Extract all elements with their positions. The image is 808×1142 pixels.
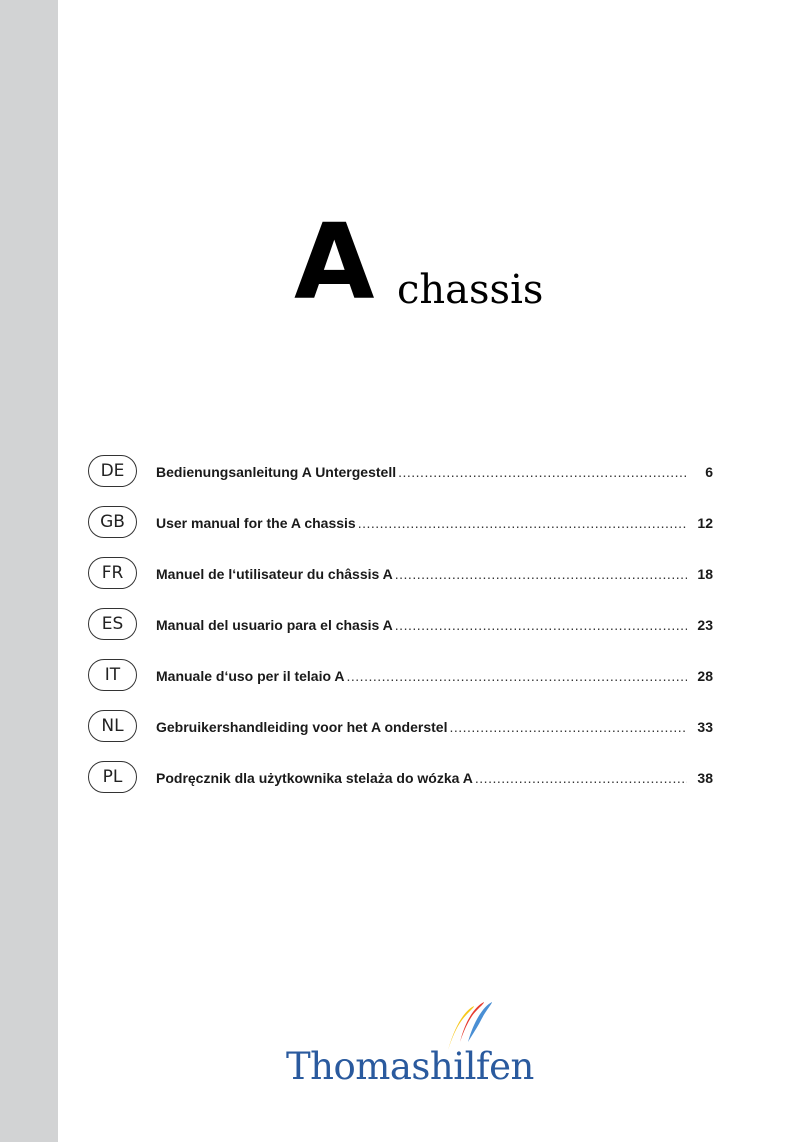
toc-title: Manuel de l‘utilisateur du châssis A xyxy=(156,565,393,582)
language-badge-fr: FR xyxy=(88,557,137,589)
title-word: chassis xyxy=(397,267,544,313)
toc-page-number: 18 xyxy=(697,565,713,582)
toc-entry-fr xyxy=(156,566,713,582)
toc-row-pl[interactable] xyxy=(88,752,713,803)
toc-entry-pl xyxy=(156,770,713,786)
toc-title: Manuale d‘uso per il telaio A xyxy=(156,667,345,684)
language-badge-it: IT xyxy=(88,659,137,691)
toc-leader-dots xyxy=(398,464,687,480)
swoosh-yellow-stripe xyxy=(448,1006,474,1050)
toc-entry-es xyxy=(156,617,713,633)
toc-leader-dots xyxy=(347,668,687,684)
toc-page-number: 28 xyxy=(697,667,713,684)
language-badge-nl: NL xyxy=(88,710,137,742)
toc-title: Gebruikershandleiding voor het A onderstel xyxy=(156,718,448,735)
language-badge-de: DE xyxy=(88,455,137,487)
language-badge-gb: GB xyxy=(88,506,137,538)
toc-title: Podręcznik dla użytkownika stelaża do wózka A xyxy=(156,769,473,786)
table-of-contents xyxy=(88,446,713,803)
toc-leader-dots xyxy=(395,566,687,582)
toc-row-fr[interactable] xyxy=(88,548,713,599)
toc-entry-de xyxy=(156,464,713,480)
side-bar xyxy=(0,0,58,1142)
toc-entry-it xyxy=(156,668,713,684)
toc-page-number: 6 xyxy=(705,463,713,480)
brand-logo xyxy=(286,998,534,1094)
language-badge-pl: PL xyxy=(88,761,137,793)
toc-leader-dots xyxy=(449,719,687,735)
toc-row-de[interactable] xyxy=(88,446,713,497)
brand-name: Thomashilfen xyxy=(286,1045,534,1088)
toc-row-it[interactable] xyxy=(88,650,713,701)
toc-leader-dots xyxy=(475,770,687,786)
toc-leader-dots xyxy=(395,617,687,633)
toc-entry-nl xyxy=(156,719,713,735)
toc-page-number: 23 xyxy=(697,616,713,633)
toc-row-gb[interactable] xyxy=(88,497,713,548)
toc-page-number: 12 xyxy=(697,514,713,531)
toc-title: User manual for the A chassis xyxy=(156,514,356,531)
toc-title: Manual del usuario para el chasis A xyxy=(156,616,393,633)
toc-row-es[interactable] xyxy=(88,599,713,650)
toc-title: Bedienungsanleitung A Untergestell xyxy=(156,463,397,480)
toc-leader-dots xyxy=(358,515,687,531)
language-badge-es: ES xyxy=(88,608,137,640)
toc-page-number: 33 xyxy=(697,718,713,735)
title-letter: A xyxy=(294,201,373,323)
toc-row-nl[interactable] xyxy=(88,701,713,752)
toc-page-number: 38 xyxy=(697,769,713,786)
toc-entry-gb xyxy=(156,515,713,531)
